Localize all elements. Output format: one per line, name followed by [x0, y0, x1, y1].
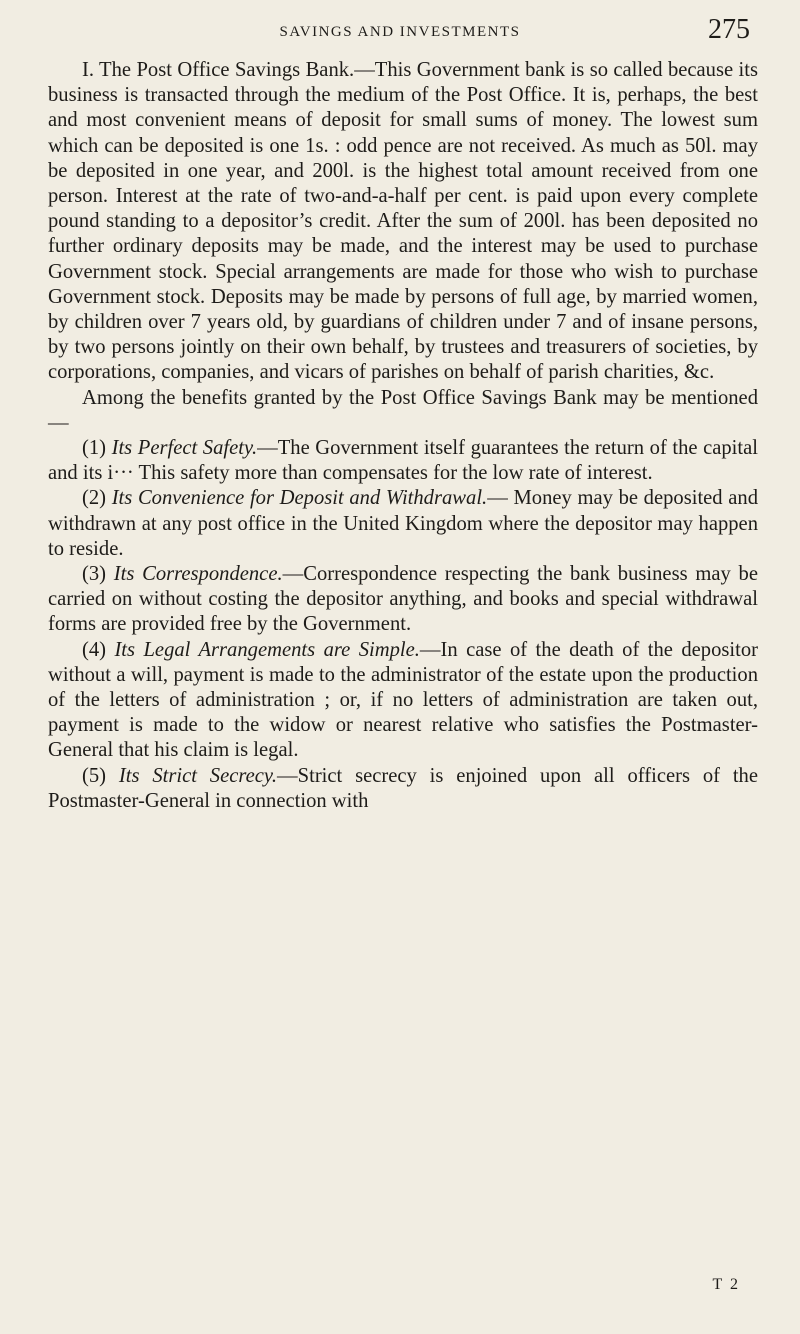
section-heading: I. The Post Office Savings Bank.: [82, 59, 355, 81]
benefit-number: (4): [82, 638, 107, 661]
benefit-text: —Correspondence respecting the bank business may be carried on without costing the depositor anything, and books and special withdrawal forms are provided free by the Government.: [48, 563, 758, 636]
running-head: [48, 14, 752, 54]
section-paragraph: [48, 58, 758, 386]
benefit-title: Its Correspondence.: [113, 563, 283, 586]
benefit-title: Its Legal Arrangements are Simple.: [114, 638, 420, 661]
benefit-number: (3): [82, 563, 107, 586]
benefit-paragraph-2: [48, 486, 758, 562]
benefit-paragraph-5: [48, 764, 758, 814]
benefit-text: — Money may be deposited and withdrawn at any post office in the United Kingdom where the depositor may happen to reside.: [48, 487, 758, 560]
benefit-paragraph-3: [48, 562, 758, 638]
signature-mark: T 2: [712, 1276, 740, 1293]
benefit-title: Its Perfect Safety.: [111, 437, 258, 460]
running-title: SAVINGS AND INVESTMENTS: [279, 24, 521, 40]
benefit-paragraph-4: [48, 638, 758, 764]
benefit-text: —Strict secrecy is enjoined upon all officers of the Postmaster-General in connection with: [48, 764, 758, 812]
benefit-text: —The Government itself guarantees the return of the capital and its i··· This safety more than compensates for the low rate of interest.: [48, 437, 758, 485]
benefit-title: Its Strict Secrecy.: [118, 764, 278, 787]
body-text: [48, 58, 758, 814]
benefits-intro: Among the benefits granted by the Post Office Savings Bank may be mentioned—: [48, 386, 758, 434]
benefit-title: Its Convenience for Deposit and Withdrawal.: [111, 487, 488, 510]
benefit-number: (1): [82, 437, 107, 460]
page-number: 275: [708, 14, 750, 45]
benefit-paragraph-1: [48, 436, 758, 486]
benefit-number: (5): [82, 764, 107, 787]
section-body: —This Government bank is so called because its business is transacted through the medium of the Post Office. It is, perhaps, the best and most convenient means of deposit for small sums of money. The lowest sum which can be deposited is one 1s. : odd pence are not received. As much as 50l. may be deposited in one year, and 200l. is the highest total amount received from one person. Interest at the rate of two-and-a-half per cent. is paid upon every complete pound standing to a depositor’s credit. After the sum of 200l. has been deposited no further ordinary deposits may be made, and the interest may be used to purchase Government stock. Special arrangements are made for those who wish to purchase Government stock. Deposits may be made by persons of full age, by married women, by children over 7 years old, by guardians of children under 7 and of insane persons, by two persons jointly on their own behalf, by trustees and treasurers of societies, by corporations, companies, and vicars of parishes on behalf of parish charities, &c.: [48, 59, 758, 384]
benefit-number: (2): [82, 487, 107, 510]
benefit-text: —In case of the death of the depositor without a will, payment is made to the administrator of the estate upon the production of the letters of administration ; or, if no letters of administration are taken out, payment is made to the widow or nearest relative who satisfies the Postmaster-General that his claim is legal.: [48, 638, 759, 762]
